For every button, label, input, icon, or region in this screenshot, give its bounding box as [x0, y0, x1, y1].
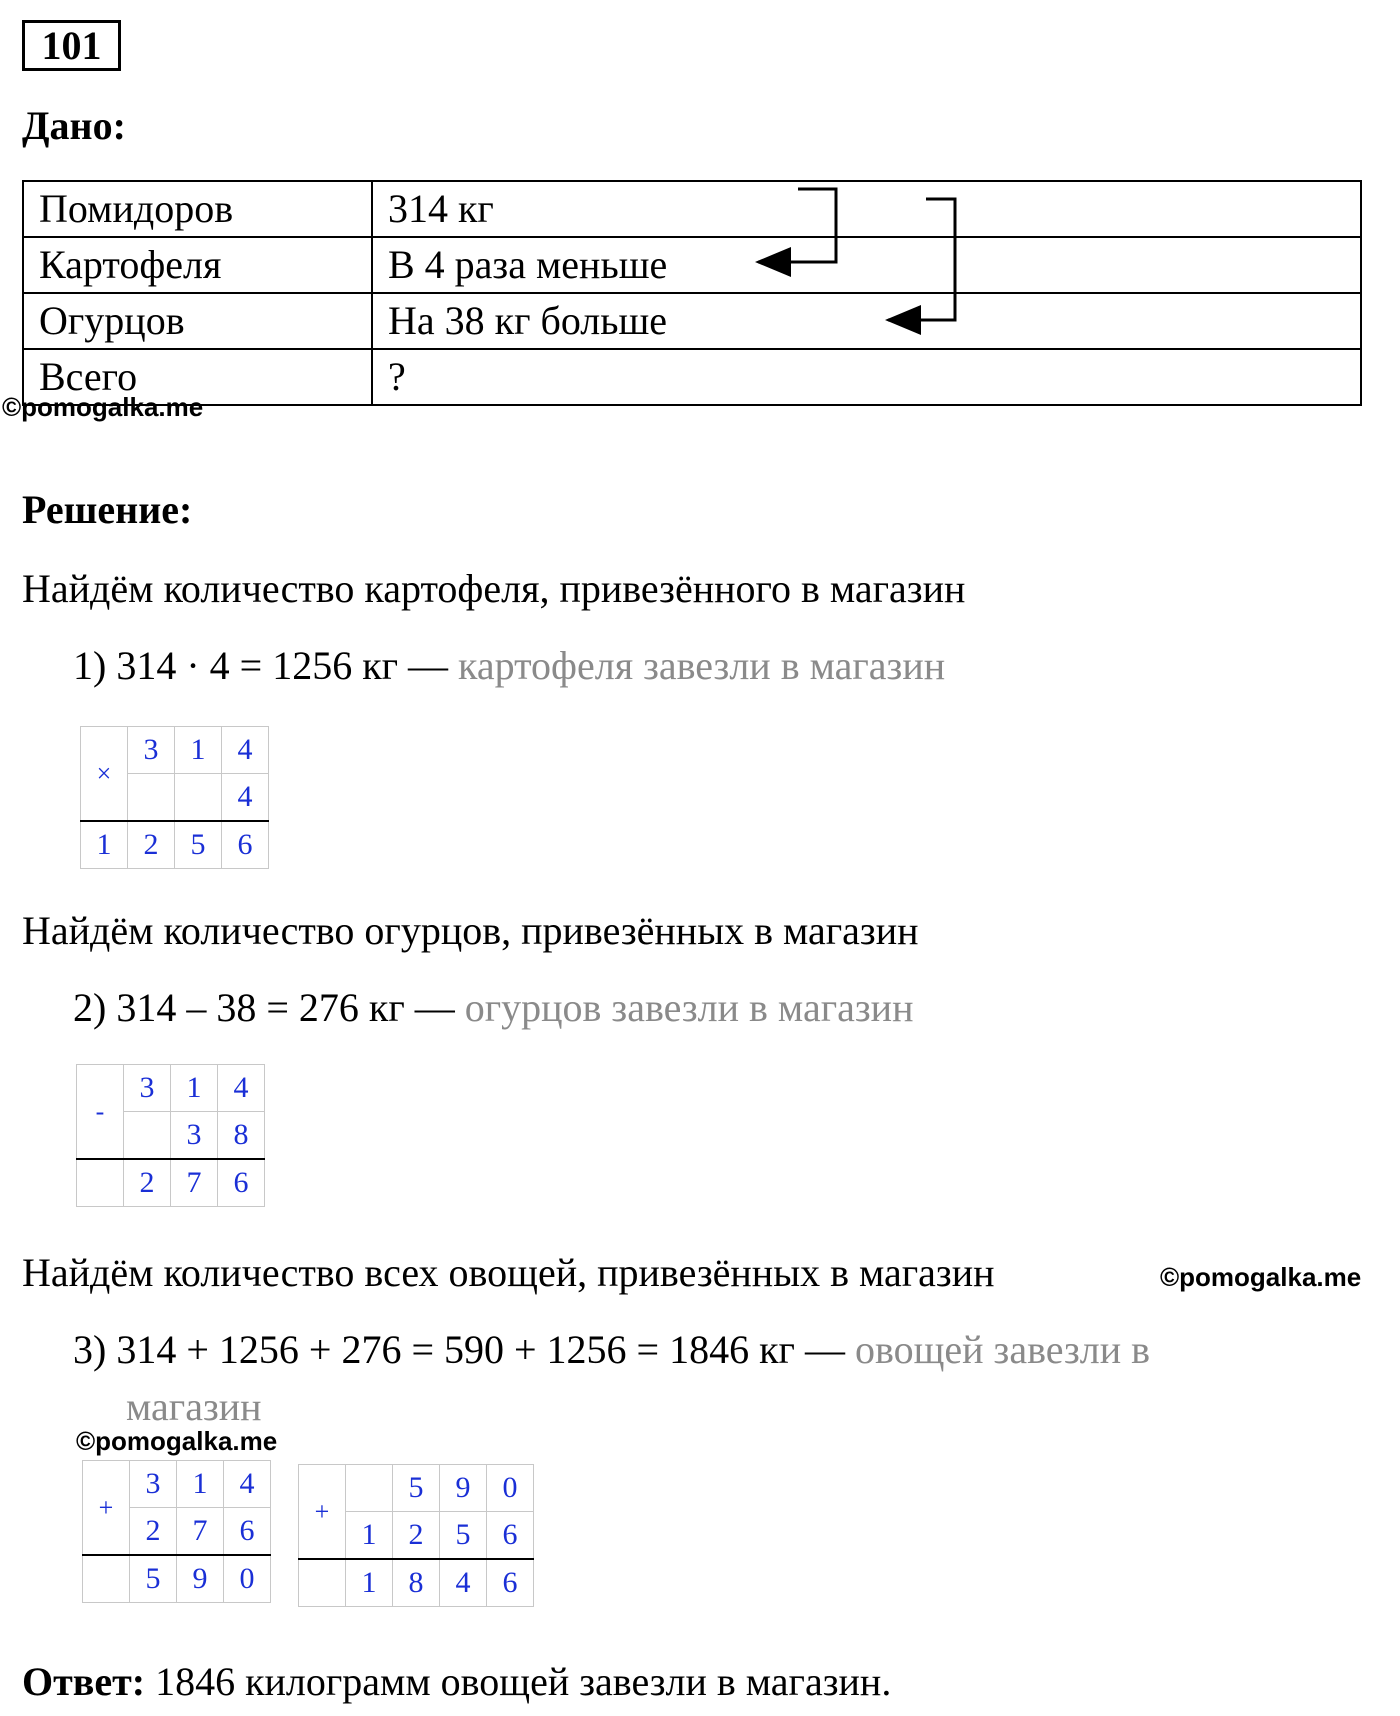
relation-arrows: [0, 0, 1400, 400]
grid-cell: 2: [130, 1508, 177, 1556]
problem-number: 101: [22, 20, 121, 71]
section-intro: Найдём количество картофеля, привезённого в магазин: [22, 566, 966, 611]
given-value: В 4 раза меньше: [372, 237, 1361, 293]
step-expression: 1) 314 · 4 = 1256 кг —: [73, 643, 449, 688]
grid-cell: 9: [440, 1465, 487, 1512]
multiplication-grid: [80, 726, 269, 869]
grid-cell: 4: [440, 1559, 487, 1607]
grid-cell: 4: [218, 1065, 265, 1112]
watermark: ©pomogalka.me: [2, 392, 204, 422]
grid-cell: [128, 774, 175, 822]
grid-operator: +: [299, 1465, 346, 1560]
grid-cell: 0: [487, 1465, 534, 1512]
grid-cell: 1: [81, 821, 128, 869]
grid-cell: 1: [171, 1065, 218, 1112]
grid-cell: [77, 1159, 124, 1207]
given-label: Картофеля: [23, 237, 372, 293]
step-expression: 2) 314 – 38 = 276 кг —: [73, 985, 455, 1030]
watermark: ©pomogalka.me: [76, 1426, 278, 1456]
grid-operator: -: [77, 1065, 124, 1160]
arrow-potatoes: [758, 189, 836, 262]
grid-cell: [346, 1465, 393, 1512]
given-value: ?: [372, 349, 1361, 405]
given-label: Огурцов: [23, 293, 372, 349]
grid-cell: 0: [224, 1555, 271, 1603]
grid-cell: 4: [222, 774, 269, 822]
grid-cell: [175, 774, 222, 822]
answer-line: [22, 1658, 891, 1705]
step-note: огурцов завезли в магазин: [464, 985, 914, 1030]
grid-result-row: [77, 1159, 265, 1207]
grid-cell: 8: [218, 1112, 265, 1160]
grid-cell: 1: [177, 1461, 224, 1508]
grid-cell: 1: [346, 1559, 393, 1607]
answer-label: Ответ:: [22, 1659, 146, 1704]
grid-cell: [83, 1555, 130, 1603]
section-intro: Найдём количество огурцов, привезённых в магазин: [22, 908, 919, 953]
grid-cell: 3: [128, 727, 175, 774]
addition-grid-a: [82, 1460, 271, 1603]
grid-cell: 6: [222, 821, 269, 869]
step-note: овощей завезли в: [854, 1327, 1151, 1372]
grid-cell: 5: [130, 1555, 177, 1603]
given-heading: Дано:: [22, 103, 126, 148]
grid-cell: [299, 1559, 346, 1607]
grid-result-row: [81, 821, 269, 869]
given-value: На 38 кг больше: [372, 293, 1361, 349]
arrow-cucumbers: [888, 199, 955, 320]
step-line: [73, 642, 945, 689]
grid-cell: 2: [124, 1159, 171, 1207]
grid-cell: 6: [224, 1508, 271, 1556]
grid-operator: +: [83, 1461, 130, 1556]
grid-cell: 6: [487, 1512, 534, 1560]
given-value: 314 кг: [372, 181, 1361, 237]
grid-cell: 7: [171, 1159, 218, 1207]
step-line: [73, 984, 914, 1031]
solution-heading: Решение:: [22, 487, 193, 532]
grid-cell: [124, 1112, 171, 1160]
section-intro: Найдём количество всех овощей, привезённых в магазин: [22, 1250, 995, 1295]
grid-cell: 3: [171, 1112, 218, 1160]
watermark: ©pomogalka.me: [1160, 1262, 1362, 1292]
grid-result-row: [83, 1555, 271, 1603]
grid-result-row: [299, 1559, 534, 1607]
grid-operator: ×: [81, 727, 128, 822]
grid-row: [81, 727, 269, 774]
step-note-continued: магазин: [126, 1384, 262, 1429]
given-label: Всего: [23, 349, 372, 405]
grid-cell: 1: [175, 727, 222, 774]
grid-cell: 6: [218, 1159, 265, 1207]
grid-cell: 4: [222, 727, 269, 774]
grid-row: [299, 1465, 534, 1512]
grid-row: [83, 1461, 271, 1508]
step-note: картофеля завезли в магазин: [458, 643, 946, 688]
subtraction-grid: [76, 1064, 265, 1207]
grid-cell: 7: [177, 1508, 224, 1556]
grid-row: [77, 1065, 265, 1112]
grid-cell: 9: [177, 1555, 224, 1603]
grid-cell: 5: [393, 1465, 440, 1512]
given-label: Помидоров: [23, 181, 372, 237]
step-expression: 3) 314 + 1256 + 276 = 590 + 1256 = 1846 кг —: [73, 1327, 845, 1372]
grid-cell: 3: [130, 1461, 177, 1508]
grid-cell: 2: [393, 1512, 440, 1560]
grid-cell: 6: [487, 1559, 534, 1607]
grid-cell: 5: [175, 821, 222, 869]
grid-cell: 2: [128, 821, 175, 869]
addition-grid-b: [298, 1464, 534, 1607]
grid-cell: 4: [224, 1461, 271, 1508]
step-line: [73, 1326, 1150, 1373]
grid-cell: 3: [124, 1065, 171, 1112]
grid-cell: 5: [440, 1512, 487, 1560]
grid-cell: 1: [346, 1512, 393, 1560]
answer-text: 1846 килограмм овощей завезли в магазин.: [145, 1659, 892, 1704]
grid-cell: 8: [393, 1559, 440, 1607]
